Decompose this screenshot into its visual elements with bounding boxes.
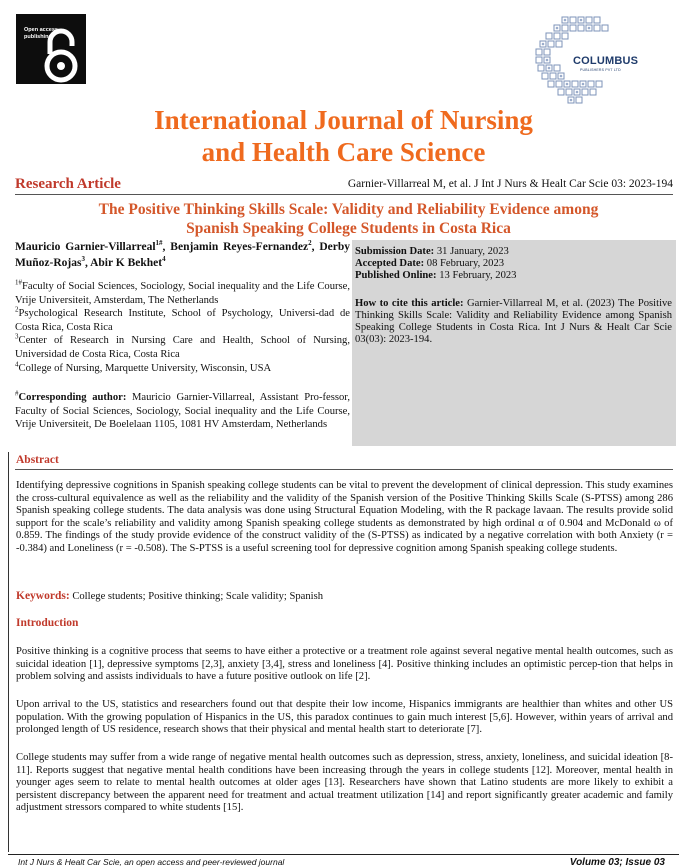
how-to-cite: [355, 298, 672, 346]
submission-date-value: 31 January, 2023: [434, 246, 509, 257]
footer-divider: [8, 854, 679, 855]
article-type: Research Article: [15, 176, 121, 192]
accepted-date-value: 08 February, 2023: [424, 258, 505, 269]
corresponding-text: Mauricio Garnier-Villarreal, Assistant Pro-fessor, Faculty of Social Sciences, Sociology, Social inequality and the Life Course, Vrije Universiteit, De Boelelaan 1105, 1081 HV Amsterdam, Netherlands: [15, 392, 351, 431]
abstract-heading: Abstract: [16, 454, 59, 466]
affiliation-item: [15, 307, 350, 334]
corresponding-author: [15, 391, 350, 432]
publisher-name: COLUMBUS: [573, 55, 639, 67]
affiliation-text: Faculty of Social Sciences, Sociology, Social inequality and the Life Course, Vrije Universiteit, Amsterdam, The Netherlands: [15, 281, 350, 306]
affiliation-item: [15, 280, 350, 307]
author-affiliation-mark: 3: [81, 255, 85, 264]
publisher-subtitle: PUBLISHERS PVT LTD: [580, 68, 621, 72]
keywords-label: Keywords:: [16, 590, 70, 602]
author-name: Benjamin Reyes-Fernandez: [170, 241, 309, 253]
introduction-heading: Introduction: [16, 617, 79, 629]
journal-title-line1: International Journal of Nursing: [154, 105, 533, 135]
affiliation-item: [15, 334, 350, 361]
author-name: Abir K Bekhet: [90, 257, 163, 269]
keywords-text: College students; Positive thinking; Scale validity; Spanish: [69, 591, 324, 602]
corresponding-label: Corresponding author:: [18, 392, 127, 403]
affiliations: [15, 280, 350, 375]
affiliation-mark: 3: [15, 332, 19, 341]
author-separator: ,: [311, 241, 320, 253]
abstract-divider: [15, 469, 673, 470]
paper-title-line1: The Positive Thinking Skills Scale: Validity and Reliability Evidence among: [98, 201, 599, 218]
affiliation-text: Center of Research in Nursing Care and Health, School of Nursing, Universidad de Costa Rica, Costa Rica: [15, 335, 350, 360]
author-separator: ,: [84, 257, 91, 269]
how-to-cite-label: How to cite this article:: [355, 298, 464, 309]
author-separator: ,: [162, 241, 171, 253]
article-dates: [355, 246, 672, 282]
author-name: Mauricio Garnier-Villarreal: [15, 241, 156, 253]
journal-title: [0, 104, 687, 168]
author-name: Derby Muñoz-Rojas: [15, 241, 351, 269]
submission-date-label: Submission Date:: [355, 246, 435, 257]
affiliation-item: [15, 362, 350, 376]
author-affiliation-mark: 1#: [155, 239, 163, 248]
header-divider: [15, 194, 673, 195]
affiliation-mark: 4: [15, 360, 19, 369]
author-list: [15, 239, 350, 271]
published-date-label: Published Online:: [355, 270, 437, 281]
affiliation-text: College of Nursing, Marquette University, Wisconsin, USA: [18, 362, 272, 374]
abstract-text: Identifying depressive cognitions in Spanish speaking college students can be vital to prevent the development of clinical depression. This study examines the cross-cultural equivalence as well as the reliability and the validity of the Spanish version of the Positive Thinking Skills Scale (S-PTSS) among 286 Spanish speaking college students. The data analysis was done using Structural Equation Modeling, with the R package lavaan. The results provide solid support for the scale’s reliability and validity among Spanish speaking college students as demonstrated by high ordinal α of 0.904 and McDonald ω of 0.859. The findings of the study provide evidence of the construct validity of the (S-PTSS) as indicated by a negative correlation with both Anxiety (r = -0.384) and Loneliness (r = -0.508). The S-PTSS is a useful screening tool for depressive cognition among Spanish speaking college students.: [16, 480, 673, 554]
author-affiliation-mark: 2: [308, 239, 312, 248]
paper-title: [40, 200, 657, 238]
affiliation-mark: 1#: [15, 278, 22, 287]
publisher-logo: [528, 14, 656, 106]
keywords: [16, 590, 323, 602]
article-info-box: [352, 240, 676, 446]
paper-title-line2: Spanish Speaking College Students in Costa Rica: [186, 220, 511, 237]
open-access-badge: [16, 14, 86, 84]
submission-date: [355, 246, 672, 258]
footer-journal: Int J Nurs & Healt Car Scie, an open access and peer-reviewed journal: [18, 857, 285, 867]
intro-paragraph-2: Upon arrival to the US, statistics and researchers found out that despite their low income, Hispanics immigrants are healthier than whites and other US population. With the growing population of Hispanics in the US, this paradox continues to gain much interest [5,6]. However, within years of arrival and prolonged length of US residence, research shows that their physical and mental health start to deteriorate [7].: [16, 699, 673, 735]
footer-volume: Volume 03; Issue 03: [569, 857, 665, 868]
corresponding-mark: #: [15, 389, 19, 398]
published-date: [355, 270, 672, 282]
affiliation-mark: 2: [15, 305, 19, 314]
author-affiliation-mark: 4: [162, 255, 166, 264]
accepted-date: [355, 258, 672, 270]
accepted-date-label: Accepted Date:: [355, 258, 425, 269]
open-access-label: Open access publishing: [24, 27, 58, 40]
journal-title-line2: and Health Care Science: [201, 137, 486, 167]
header-citation: Garnier-Villarreal M, et al. J Int J Nurs & Healt Car Scie 03: 2023-194: [347, 178, 673, 190]
published-date-value: 13 February, 2023: [436, 270, 517, 281]
affiliation-text: Psychological Research Institute, School of Psychology, Universi-dad de Costa Rica, Costa Rica: [15, 308, 350, 333]
intro-paragraph-3: College students may suffer from a wide range of negative mental health outcomes such as depression, stress, anxiety, loneliness, and suicidal ideation [8-11]. Reports suggest that negative mental health conditions have been increasing through the years in college students [12]. Moreover, mental health in younger ages seem to relate to mental health outcomes at older ages [13]. Researchers have shown that Latino students are more likely to exhibit a persistent discrepancy between the apparent need for treatment and actual treatment utilization [14] and report significantly greater academic and family adjustment stressors compared to white students [15].: [16, 752, 673, 813]
left-margin-rule: [8, 452, 9, 852]
intro-paragraph-1: Positive thinking is a cognitive process that seems to have either a protective or a treatment role against several negative mental health outcomes, such as suicidal ideation [1], depressive symptoms [2,3], anxiety [3,4], stress and loneliness [4]. Positive thinking includes an optimistic percep-tion that helps in problem solving and assists individuals to have a future positive outlook on life [2].: [16, 646, 673, 682]
open-access-lock-icon: [38, 28, 84, 84]
how-to-cite-text: Garnier-Villarreal M, et al. (2023) The Positive Thinking Skills Scale: Validity and Reliability Evidence among Spanish Speaking College Students in Costa Rica. Int J Nurs & Healt Car Scie 03(03): 2023-194.: [355, 298, 673, 345]
